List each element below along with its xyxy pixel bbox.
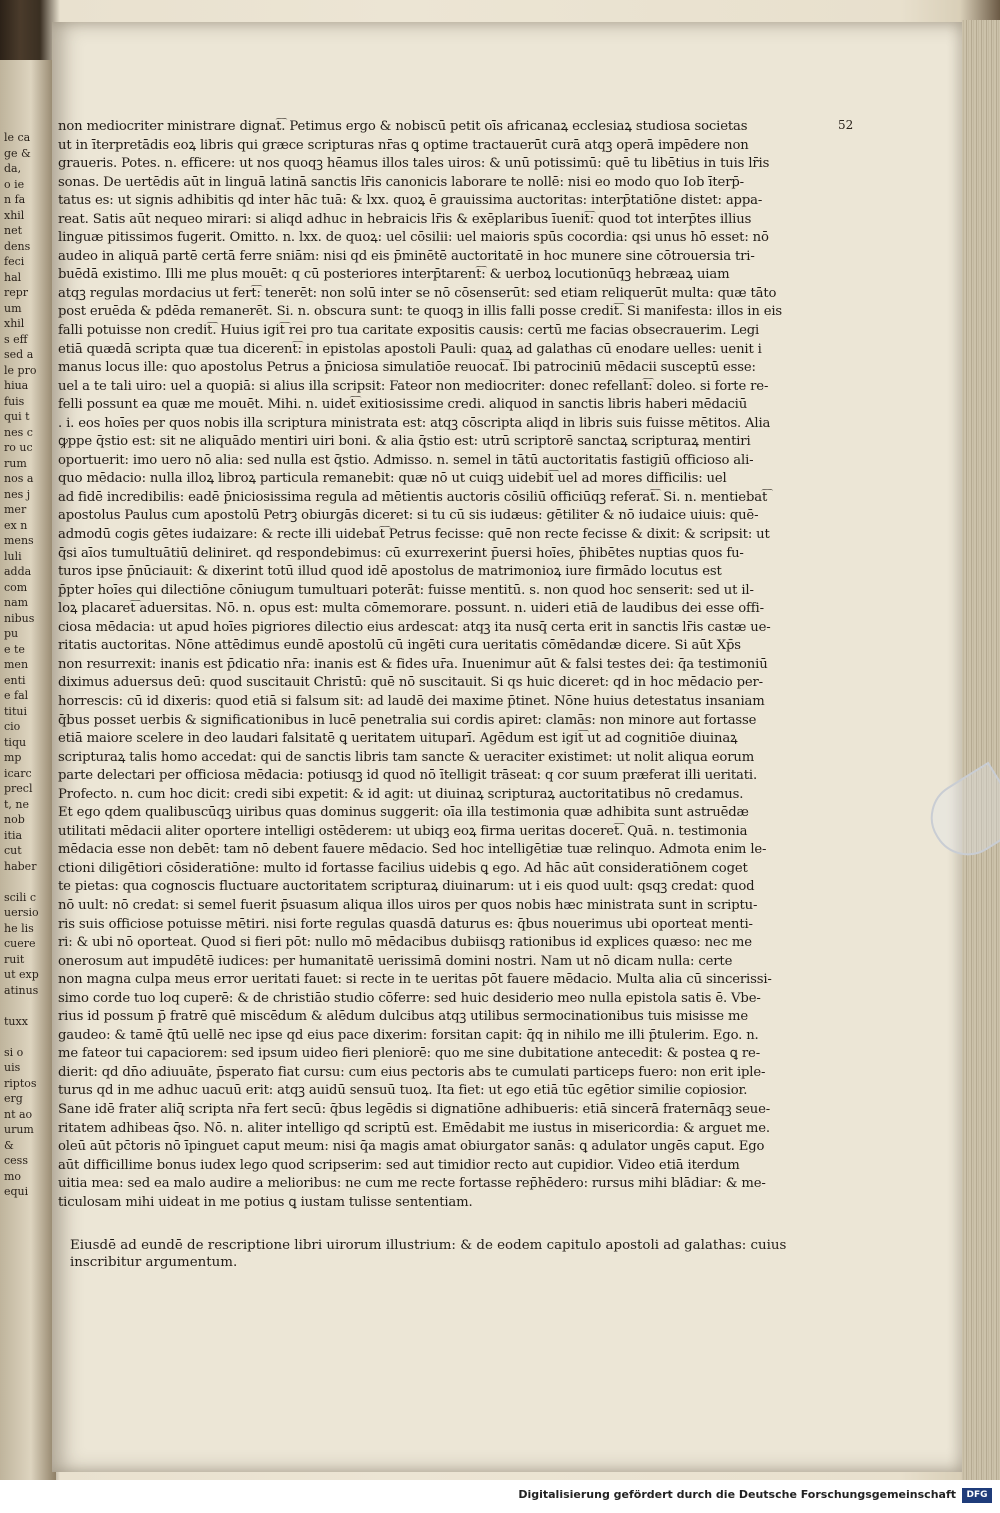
text-line: tatus es: ut signis adhibitis qd inter hāc tuā: & lxx. quoꝝ ē grauissima auctoritas: interp̄tatiōne distet: appa- [58, 193, 763, 209]
text-line: non magna culpa meus error ueritati fauet: si recte in te ueritas pōt fauere mēdacio. Multa alia cū sincerissi- [58, 972, 772, 988]
section-heading [70, 1237, 840, 1271]
text-line: buēdā existimo. Illi me plus mouēt: q cū posteriores interp̄tarent͡: & uerboꝝ locutionūqꝫ hebræaꝝ uiam [58, 267, 730, 283]
text-line: aūt difficillime bonus iudex lego quod scripserim: sed aut timidior recto aut cupidior. Video etiā iterdum [58, 1157, 740, 1173]
text-line: ritatis auctoritas. Nōne attēdimus eundē apostolū cū ingēti cura ueritatis cōmēdandæ dicere. Si aūt Xp̄s [58, 638, 741, 654]
text-line: . i. eos hoīes per quos nobis illa scriptura ministrata est: atqꝫ cōscripta aliqd in libris suis fuisse mētitos. Alia [58, 415, 771, 431]
page-number: 52 [838, 118, 854, 132]
text-line: horrescis: cū id dixeris: quod etiā si falsum sit: ad laudē dei maxime p̄tinet. Nōne huius detestatus insaniam [58, 693, 765, 709]
text-line: simo corde tuo loq cuperē: & de christiāo studio cōferre: sed huic desiderio meo nulla epistola satis ē. Vbe- [58, 990, 761, 1006]
text-line: te pietas: qua cognoscis fluctuare auctoritatem scripturaꝝ diuinarum: ut i eis quod uult: qsqꝫ credat: quod [58, 879, 755, 895]
text-line: quo mēdacio: nulla illoꝝ libroꝝ particula remanebit: quæ nō ut cuiqꝫ uidebit͡ uel ad mores difficilis: uel [58, 471, 727, 487]
text-line: etiā quædā scripta quæ tua dicerent͡: in epistolas apostoli Pauli: quaꝝ ad galathas cū enodare uelles: uenit i [58, 341, 762, 357]
text-line: manus locus ille: quo apostolus Petrus a p̄niciosa simulatiōe reuocat͡. Ibi patrociniū mēdacii susceptū esse: [58, 360, 756, 376]
text-line: falli potuisse non credit͡. Huius igit͡ rei pro tua caritate expositis causis: certū me facias obsecrauerim. Legi [58, 323, 760, 339]
text-line: oportuerit: imo uero nō alia: sed nulla est q̄stio. Admisso. n. semel in tātū auctoritatis fastigiū officioso ali- [58, 452, 754, 468]
text-line: loꝝ placaret͡ aduersitas. Nō. n. opus est: multa cōmemorare. possunt. n. uideri etiā de laudibus dei esse offi- [58, 601, 764, 617]
text-line: turos ipse p̄nūciauit: & dixerint totū illud quod idē apostolus de matrimonioꝝ iure firmādo locutus est [58, 564, 722, 580]
text-line: Et ego qdem qualibuscūqꝫ uiribus quas dominus suggerit: oīa illa testimonia quæ adhibita sunt astruēdæ [58, 805, 749, 821]
text-line: me fateor tui capaciorem: sed ipsum uideo fieri pleniorē: quo me sine dubitatione antecedit: & postea ꝗ re- [58, 1046, 761, 1062]
text-line: dierit: qd dn̄o adiuuāte, p̄sperato fiat cursu: cum eius pectoris abs te cumulati particeps fuero: non erit iple- [58, 1064, 766, 1080]
text-line: oleū aūt pc̄toris nō īpinguet caput meum: nisi q̄a magis amat obiurgator sanās: ꝗ adulator ungēs caput. Ego [58, 1139, 765, 1155]
text-line: gaudeo: & tamē q̄tū uellē nec ipse qd eius pace dixerim: forsitan capit: q̄q in nihilo me illi p̄tulerim. Ego. n. [58, 1027, 759, 1043]
text-line: q̄bus posset uerbis & significationibus in lucē penetralia sui cordis apiret: clamās: non minore aut fortasse [58, 712, 757, 728]
text-line: post eruēda & pdēda remanerēt. Si. n. obscura sunt: te quoqꝫ in illis falli posse credit͡. Si manifesta: illos in eis [58, 304, 783, 320]
text-line: onerosum aut impudētē iudices: per humanitatē uerissimā domini nostri. Nam ut nō dicam nulla: certe [58, 953, 733, 969]
text-line: non mediocriter ministrare dignat͡. Petimus ergo & nobiscū petit oīs africanaꝝ ecclesiaꝝ studiosa societas [58, 119, 748, 134]
text-line: atqꝫ regulas mordacius ut fert͡: tenerēt: non solū inter se nō cōsenserūt: sed etiam reliquerūt multa: quæ tāto [58, 285, 777, 301]
text-line: p̄pter hoīes qui dilectiōne cōniugum tumultuari poterāt: fuisse mentitū. s. non quod hoc senserit: sed ut il- [58, 582, 754, 598]
text-line: ad fidē incredibilis: eadē p̄niciosissima regula ad mētientis auctoris cōsiliū officiūqꝫ referat͡. Si. n. mentiebat͡ [58, 489, 768, 505]
text-line: graueris. Potes. n. efficere: ut nos quoqꝫ hēamus illos tales uiros: & unū potissimū: quē tu libētius in tuis lr̄is [58, 156, 770, 172]
text-line: ticulosam mihi uideat in me potius ꝗ iustam tulisse sententiam. [58, 1194, 473, 1210]
text-line: diximus aduersus deū: quod suscitauit Christū: quē nō suscitauit. Si qs huic diceret: qd in hoc mēdacio per- [58, 675, 763, 691]
footer-bar [0, 1480, 1000, 1513]
funding-credit: Digitalisierung gefördert durch die Deutsche Forschungsgemeinschaft [518, 1488, 956, 1501]
text-line: rius id possum p̄ fratrē quē miscēdum & alēdum dulcibus atqꝫ utilibus sermocinationibus tuis misisse me [58, 1009, 748, 1025]
text-line: ri: & ubi nō oporteat. Quod si fieri pōt: nullo mō mēdacibus dubiisqꝫ rationibus id explices quæso: nec me [58, 935, 752, 951]
text-line: Sane idē frater aliq̄ scripta nr̄a fert secū: q̄bus legēdis si dignatiōne adhibueris: etiā sincerā fraternāqꝫ seue- [58, 1101, 771, 1117]
dfg-logo: DFG [962, 1488, 992, 1503]
text-line: nō uult: nō credat: si semel fuerit p̄suasum aliqua illos uiros per quos nobis hæc ministrata sunt in scriptu- [58, 897, 758, 913]
body-text [58, 118, 838, 1212]
heading-line: inscribitur argumentum. [70, 1255, 238, 1270]
text-line: ritatem adhibeas q̄so. Nō. n. aliter intelligo qd scriptū est. Emēdabit me iustus in misericordia: & arguet me. [58, 1120, 770, 1136]
text-line: admodū cogis gētes iudaizare: & recte illi uidebat͡ Petrus fecisse: quē non recte fecisse & dixit: & scripsit: ut [58, 527, 770, 543]
heading-line: Eiusdē ad eundē de rescriptione libri uirorum illustrium: & de eodem capitulo apostoli ad galathas: cuius [70, 1238, 787, 1253]
text-line: sonas. De uertēdis aūt in linguā latinā sanctis lr̄is canonicis laborare te nollē: nisi eo modo quo Iob īterp̄- [58, 174, 744, 190]
text-line: ciosa mēdacia: ut apud hoīes pigriores dilectio eius ardescat: atqꝫ ita nusq̄ certa erit in sanctis lr̄is castæ ue- [58, 619, 771, 635]
text-line: ris suis officiose potuisse mētiri. nisi forte regulas quasdā daturus es: q̄bus nouerimus ubi oporteat menti- [58, 916, 753, 932]
text-line: non resurrexit: inanis est p̄dicatio nr̄a: inanis est & fides ur̄a. Inuenimur aūt & falsi testes dei: q̄a testimoniū [58, 656, 768, 672]
text-line: ut in īterpretādis eoꝝ libris qui græce scripturas nr̄as ꝗ optime tractauerūt curā atqꝫ operā impēdere non [58, 137, 749, 153]
text-line: turus qd in me adhuc uacuū erit: atqꝫ auidū sensuū tuoꝝ. Ita fiet: ut ego etiā tūc egētior similie copiosior. [58, 1083, 748, 1099]
text-line: reat. Satis aūt nequeo mirari: si aliqd adhuc in hebraicis lr̄is & exēplaribus īuenit͡: quod tot interp̄tes illius [58, 211, 752, 227]
text-line: linguæ pitissimos fugerit. Omitto. n. lxx. de quoꝝ: uel cōsilii: uel maioris spūs cocordia: qsi unus hō esset: nō [58, 230, 769, 246]
page-fore-edge [962, 20, 1000, 1480]
text-line: q̄si aīos tumultuātiū deliniret. qd respondebimus: cū exurrexerint p̄uersi hoīes, p̄hibētes nuptias quos fu- [58, 545, 744, 561]
left-page-fragment-text: le ca ge & da, o ie n fa xhil net dens feci hal repr um xhil s eff sed a le pro hiua fuis qui t nes c ro uc rum nos a nes j mer ex n mens luli adda com nam nibus pu e te men enti e fal titui cio tiqu mp icarc precl t, ne nob itia cut haber scili c uersio he lis cuere ruit ut exp atinus tuxx si o uis riptos erg nt ao urum & cess mo equi [4, 131, 39, 1198]
text-line: apostolus Paulus cum apostolū Petrꝫ obiurgās diceret: si tu cū sis iudæus: gētiliter & nō iudaice uiuis: quē- [58, 508, 759, 524]
text-line: ꝙppe q̄stio est: sit ne aliquādo mentiri uiri boni. & alia q̄stio est: utrū scriptorē sanctaꝝ scripturaꝝ mentiri [58, 434, 751, 450]
text-line: felli possunt ea quæ me mouēt. Mihi. n. uidet͡ exitiosissime credi. aliquod in sanctis libris haberi mēdaciū [58, 397, 748, 413]
text-line: mēdacia esse non debēt: tam nō debent fauere mēdacio. Sed hoc intelligētiæ tuæ relinquo. Admota enim le- [58, 842, 767, 858]
text-line: Profecto. n. cum hoc dicit: credi sibi expetit: & id agit: ut diuinaꝝ scripturaꝝ auctoritatibus nō credamus. [58, 786, 744, 802]
text-line: utilitati mēdacii aliter oportere intelligi ostēderem: ut ubiqꝫ eoꝝ firma ueritas doceret͡. Quā. n. testimonia [58, 823, 748, 839]
text-line: audeo in aliquā partē certā ferre sniām: nisi qd eis p̄minētē auctoritatē in hoc munere sine cōtrouersia tri- [58, 248, 755, 264]
right-page [52, 22, 962, 1472]
text-line: uitia mea: sed ea malo audire a melioribus: ne cum me recte fortasse rep̄hēdero: rursus mihi blādiar: & me- [58, 1176, 766, 1192]
left-page-edge [0, 60, 56, 1480]
text-line: uel a te tali uiro: uel a quopiā: si alius illa scripsit: Fateor non mediocriter: donec refellant͡: doleo. si forte re- [58, 378, 769, 394]
text-line: ctioni diligētiori cōsideratiōne: multo id fortasse facilius uidebis ꝗ ego. Ad hāc aūt consideratiōnem coget [58, 860, 748, 876]
text-line: scripturaꝝ talis homo accedat: qui de sanctis libris tam sancte & ueraciter existimet: ut nolit aliqua eorum [58, 749, 755, 765]
text-line: parte delectari per officiosa mēdacia: potiusqꝫ id quod nō ītelligit trāseat: q cor suum præferat illi ueritati. [58, 768, 757, 784]
text-line: etiā maiore scelere in deo laudari falsitatē ꝗ ueritatem uituparī. Agēdum est igit͡ ut ad cognitiōe diuinaꝝ [58, 731, 738, 747]
